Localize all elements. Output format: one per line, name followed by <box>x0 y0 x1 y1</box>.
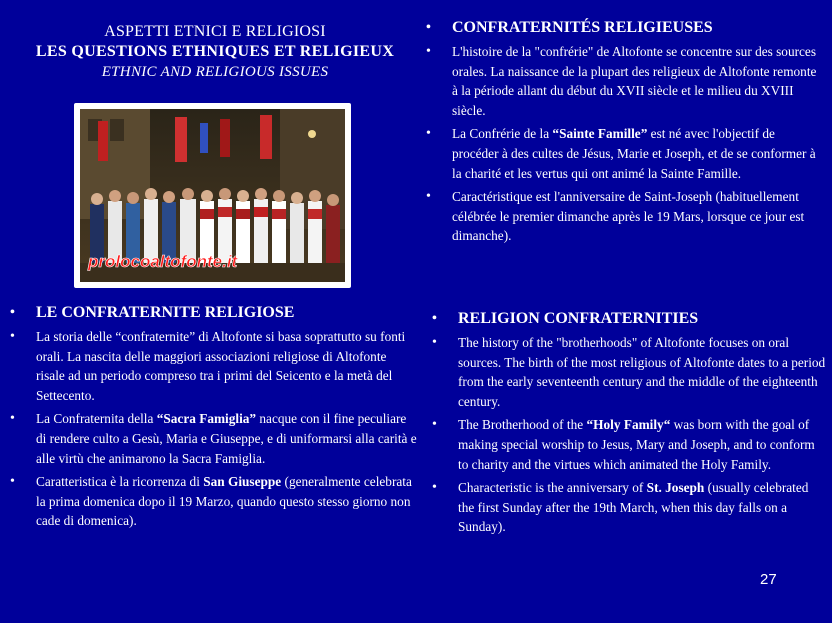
english-paragraph-1: • The history of the "brotherhoods" of Altofonte focuses on oral sources. The birth of the most religious of Altofonte dates to a period from the early seventeenth century and the middle of the eighteenth century. <box>432 335 826 409</box>
title-italian: ASPETTI ETNICI E RELIGIOSI <box>104 23 326 40</box>
english-paragraph-3: • Characteristic is the anniversary of St. Joseph (usually celebrated the first Sunday after the 19th March, when this day falls on a Sunday). <box>432 480 809 535</box>
procession-photo-image <box>80 109 345 282</box>
bullet-icon: • <box>432 417 437 433</box>
bullet-icon: • <box>10 411 15 427</box>
french-column <box>424 18 824 250</box>
italian-paragraph-1: • La storia delle “confraternite” di Altofonte si basa soprattutto su fonti orali. La nascita delle maggiori associazioni religiose di Altofonte risale ad un periodo compreso tra i primi del Seicento e la metà del Settecento. <box>10 329 406 403</box>
bullet-icon: • <box>432 335 437 350</box>
english-heading: • RELIGION CONFRATERNITIES <box>432 310 699 327</box>
title-french: LES QUESTIONS ETHNIQUES ET RELIGIEUX <box>35 43 395 60</box>
french-paragraph-2: • La Confrérie de la “Sainte Famille” est né avec l'objectif de procéder à des cultes de Jésus, Marie et Joseph, et de se conformer à la charité et les vertus qui ont animé la Sainte Famille. <box>426 126 816 181</box>
bullet-icon: • <box>426 20 431 35</box>
bullet-icon: • <box>432 480 437 496</box>
italian-column <box>8 303 418 535</box>
procession-photo <box>74 103 351 288</box>
italian-heading: • LE CONFRATERNITE RELIGIOSE <box>10 304 295 321</box>
italian-paragraph-3: • Caratteristica è la ricorrenza di San Giuseppe (generalmente celebrata la prima domenica dopo il 19 Marzo, quando questo stesso giorno non cade di domenica). <box>10 474 412 529</box>
bullet-icon: • <box>10 474 15 490</box>
bullet-icon: • <box>432 311 437 326</box>
french-heading: • CONFRATERNITÉS RELIGIEUSES <box>426 19 713 36</box>
french-paragraph-1: • L'histoire de la "confrérie" de Altofonte se concentre sur des sources orales. La naissance de la plupart des religieux de Altofonte remonte à la période allant du début du XVII siècle et le milieu du XVIII siècle. <box>426 44 817 118</box>
title-block <box>10 22 420 82</box>
photo-watermark: prolocoaltofonte.it <box>88 252 238 271</box>
italian-paragraph-2: • La Confraternita della “Sacra Famiglia” nacque con il fine peculiare di rendere culto a Gesù, Maria e Giuseppe, e di uniformarsi alla carità e alle virtù che animarono la Sacra Famiglia. <box>10 411 417 466</box>
bullet-icon: • <box>426 44 431 59</box>
bullet-icon: • <box>426 189 431 205</box>
bullet-icon: • <box>426 126 431 142</box>
french-paragraph-3: • Caractéristique est l'anniversaire de Saint-Joseph (habituellement célébrée le premier dimanche après le 19 Mars, lorsque ce jour est dimanche). <box>426 189 805 244</box>
bullet-icon: • <box>10 305 15 320</box>
bullet-icon: • <box>10 329 15 344</box>
english-paragraph-2: • The Brotherhood of the “Holy Family“ was born with the goal of making special worship to Jesus, Mary and Joseph, and to conform to charity and the virtues which animated the Holy Family. <box>432 417 815 472</box>
title-english: ETHNIC AND RELIGIOUS ISSUES <box>101 64 329 80</box>
page-number: 27 <box>760 571 777 588</box>
english-column <box>430 309 826 541</box>
